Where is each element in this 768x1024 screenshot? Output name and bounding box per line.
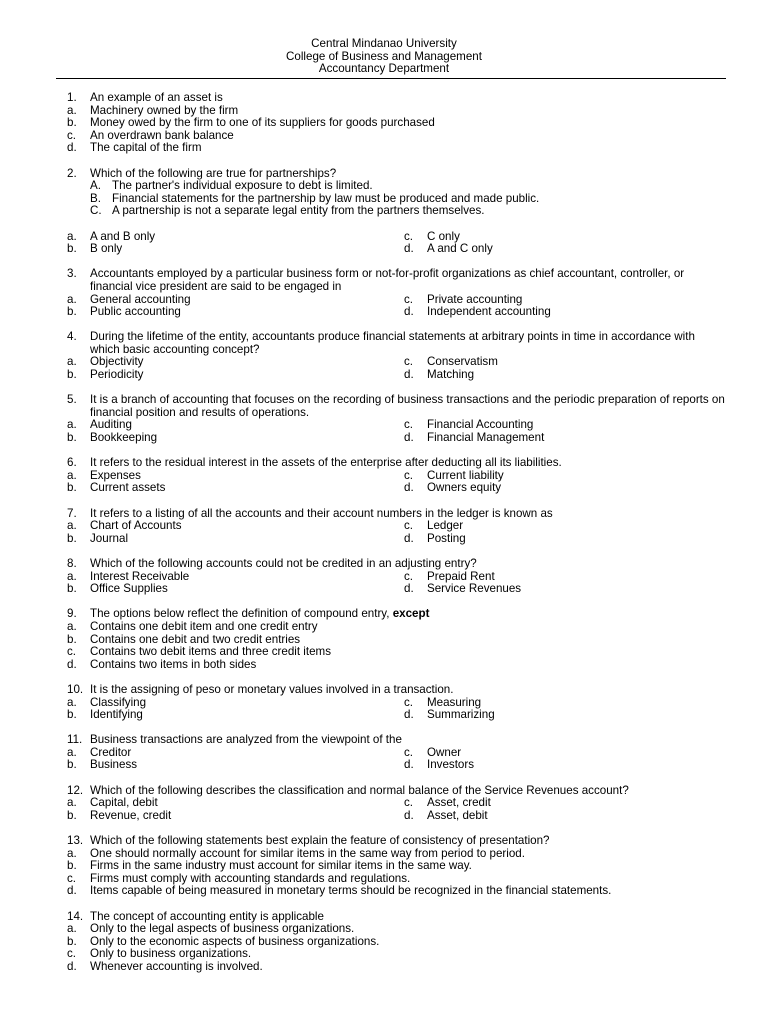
question-number: 11. xyxy=(67,733,83,747)
option: c. Firms must comply with accounting standards and regulations. xyxy=(67,871,411,885)
option: a. Capital, debit xyxy=(67,796,158,810)
option: d. Posting xyxy=(404,531,466,545)
question-number: 8. xyxy=(67,556,77,570)
question-number: 3. xyxy=(67,267,77,281)
question-number: 4. xyxy=(67,330,77,344)
question-text: It is the assigning of peso or monetary values involved in a transaction. xyxy=(90,682,454,696)
question-number: 7. xyxy=(67,506,77,520)
option: b. Identifying xyxy=(67,708,143,722)
header-divider xyxy=(56,78,726,79)
question-text: An example of an asset is xyxy=(90,91,223,104)
statement: B. Financial statements for the partnership by law must be produced and made public. xyxy=(90,191,540,205)
question-14 xyxy=(67,911,727,974)
statement: C. A partnership is not a separate legal entity from the partners themselves. xyxy=(90,204,485,218)
question-text: Accountants employed by a particular business form or not-for-profit organizations as chief accountant, controller, or financial vice president are said to be engaged in xyxy=(90,267,685,293)
option: c. Financial Accounting xyxy=(404,418,534,432)
option: b. Bookkeeping xyxy=(67,431,158,445)
option: d. Contains two items in both sides xyxy=(67,657,257,671)
question-number: 6. xyxy=(67,456,77,470)
question-number: 5. xyxy=(67,393,77,407)
department-name: Accountancy Department xyxy=(318,62,450,76)
option: d. Financial Management xyxy=(404,431,545,445)
question-7 xyxy=(67,508,727,546)
option: b. B only xyxy=(67,242,123,256)
question-text: During the lifetime of the entity, accountants produce financial statements at arbitrary points in time in accordance with which basic accounting concept? xyxy=(90,330,695,356)
college-name: College of Business and Management xyxy=(286,49,482,63)
option: b. Current assets xyxy=(67,481,166,495)
question-text: Which of the following statements best explain the feature of consistency of presentation? xyxy=(90,834,550,848)
option: b. Business xyxy=(67,758,138,772)
option: a. General accounting xyxy=(67,292,191,306)
option: d. Independent accounting xyxy=(404,305,551,319)
emphasis-except: except xyxy=(392,607,430,621)
option: c. An overdrawn bank balance xyxy=(67,128,234,142)
option: d. A and C only xyxy=(404,242,493,256)
question-6 xyxy=(67,457,727,495)
question-number: 9. xyxy=(67,607,77,621)
option: a. Contains one debit item and one credit entry xyxy=(67,619,318,633)
question-text: Which of the following describes the classification and normal balance of the Service Revenues account? xyxy=(90,783,629,797)
option: d. Service Revenues xyxy=(404,582,522,596)
option: b. Journal xyxy=(67,531,129,545)
option: b. Revenue, credit xyxy=(67,808,172,822)
question-text: Which of the following are true for partnerships? xyxy=(90,166,337,180)
question-5 xyxy=(67,394,727,444)
question-10 xyxy=(67,684,727,722)
question-11 xyxy=(67,734,727,772)
option: a. Interest Receivable xyxy=(67,569,190,583)
option: a. Chart of Accounts xyxy=(67,519,182,533)
option: a. Only to the legal aspects of business organizations. xyxy=(67,922,355,936)
option: c. Owner xyxy=(404,745,462,759)
option: b. Public accounting xyxy=(67,305,181,319)
university-name: Central Mindanao University xyxy=(311,37,457,50)
question-9 xyxy=(67,608,727,671)
option: c. Conservatism xyxy=(404,355,498,369)
document-header xyxy=(0,38,768,76)
option: a. One should normally account for similar items in the same way from period to period. xyxy=(67,846,525,860)
question-text: The options below reflect the definition of compound entry, except xyxy=(90,607,430,621)
question-number: 14. xyxy=(67,909,84,923)
option: d. Items capable of being measured in monetary terms should be recognized in the financial statements. xyxy=(67,884,612,898)
question-number: 12. xyxy=(67,783,84,797)
question-text: It refers to the residual interest in the assets of the enterprise after deducting all its liabilities. xyxy=(90,456,562,470)
question-3 xyxy=(67,268,727,318)
option: a. Creditor xyxy=(67,745,132,759)
option: b. Firms in the same industry must account for similar items in the same way. xyxy=(67,859,472,873)
option: b. Money owed by the firm to one of its suppliers for goods purchased xyxy=(67,116,435,130)
option: c. Asset, credit xyxy=(404,796,491,810)
option: c. Private accounting xyxy=(404,292,523,306)
option: d. Whenever accounting is involved. xyxy=(67,959,263,973)
question-12 xyxy=(67,785,727,823)
option: c. Current liability xyxy=(404,468,504,482)
question-13 xyxy=(67,835,727,898)
option: d. Investors xyxy=(404,758,475,772)
question-8 xyxy=(67,558,727,596)
option: c. Ledger xyxy=(404,519,464,533)
question-text: It refers to a listing of all the accounts and their account numbers in the ledger is known as xyxy=(90,506,553,520)
option: a. Machinery owned by the firm xyxy=(67,103,239,117)
option: b. Periodicity xyxy=(67,368,144,382)
question-text: It is a branch of accounting that focuses on the recording of business transactions and the periodic preparation of reports on financial position and results of operations. xyxy=(90,393,725,419)
option: a. Auditing xyxy=(67,418,132,432)
option: d. Asset, debit xyxy=(404,808,488,822)
question-list xyxy=(67,92,727,986)
question-text: The concept of accounting entity is applicable xyxy=(90,909,324,923)
option: b. Office Supplies xyxy=(67,582,168,596)
question-number: 10. xyxy=(67,682,84,696)
option: c. Prepaid Rent xyxy=(404,569,495,583)
question-text: Business transactions are analyzed from the viewpoint of the xyxy=(90,733,402,747)
question-4 xyxy=(67,331,727,381)
question-1 xyxy=(67,92,727,155)
question-2 xyxy=(67,168,727,256)
option: d. Summarizing xyxy=(404,708,495,722)
option: a. A and B only xyxy=(67,229,156,243)
option: a. Objectivity xyxy=(67,355,144,369)
option: b. Contains one debit and two credit entries xyxy=(67,632,301,646)
option: b. Only to the economic aspects of business organizations. xyxy=(67,934,380,948)
option: c. Contains two debit items and three credit items xyxy=(67,645,332,659)
option: c. Only to business organizations. xyxy=(67,947,252,961)
option: d. Matching xyxy=(404,368,475,382)
option: a. Classifying xyxy=(67,695,147,709)
statement: A. The partner's individual exposure to debt is limited. xyxy=(90,179,373,193)
question-text: Which of the following accounts could not be credited in an adjusting entry? xyxy=(90,556,477,570)
question-number: 13. xyxy=(67,834,84,848)
option: d. Owners equity xyxy=(404,481,502,495)
option: d. The capital of the firm xyxy=(67,141,202,155)
option: a. Expenses xyxy=(67,468,141,482)
option: c. C only xyxy=(404,229,460,243)
question-number: 1. xyxy=(67,91,77,104)
question-number: 2. xyxy=(67,166,77,180)
option: c. Measuring xyxy=(404,695,482,709)
